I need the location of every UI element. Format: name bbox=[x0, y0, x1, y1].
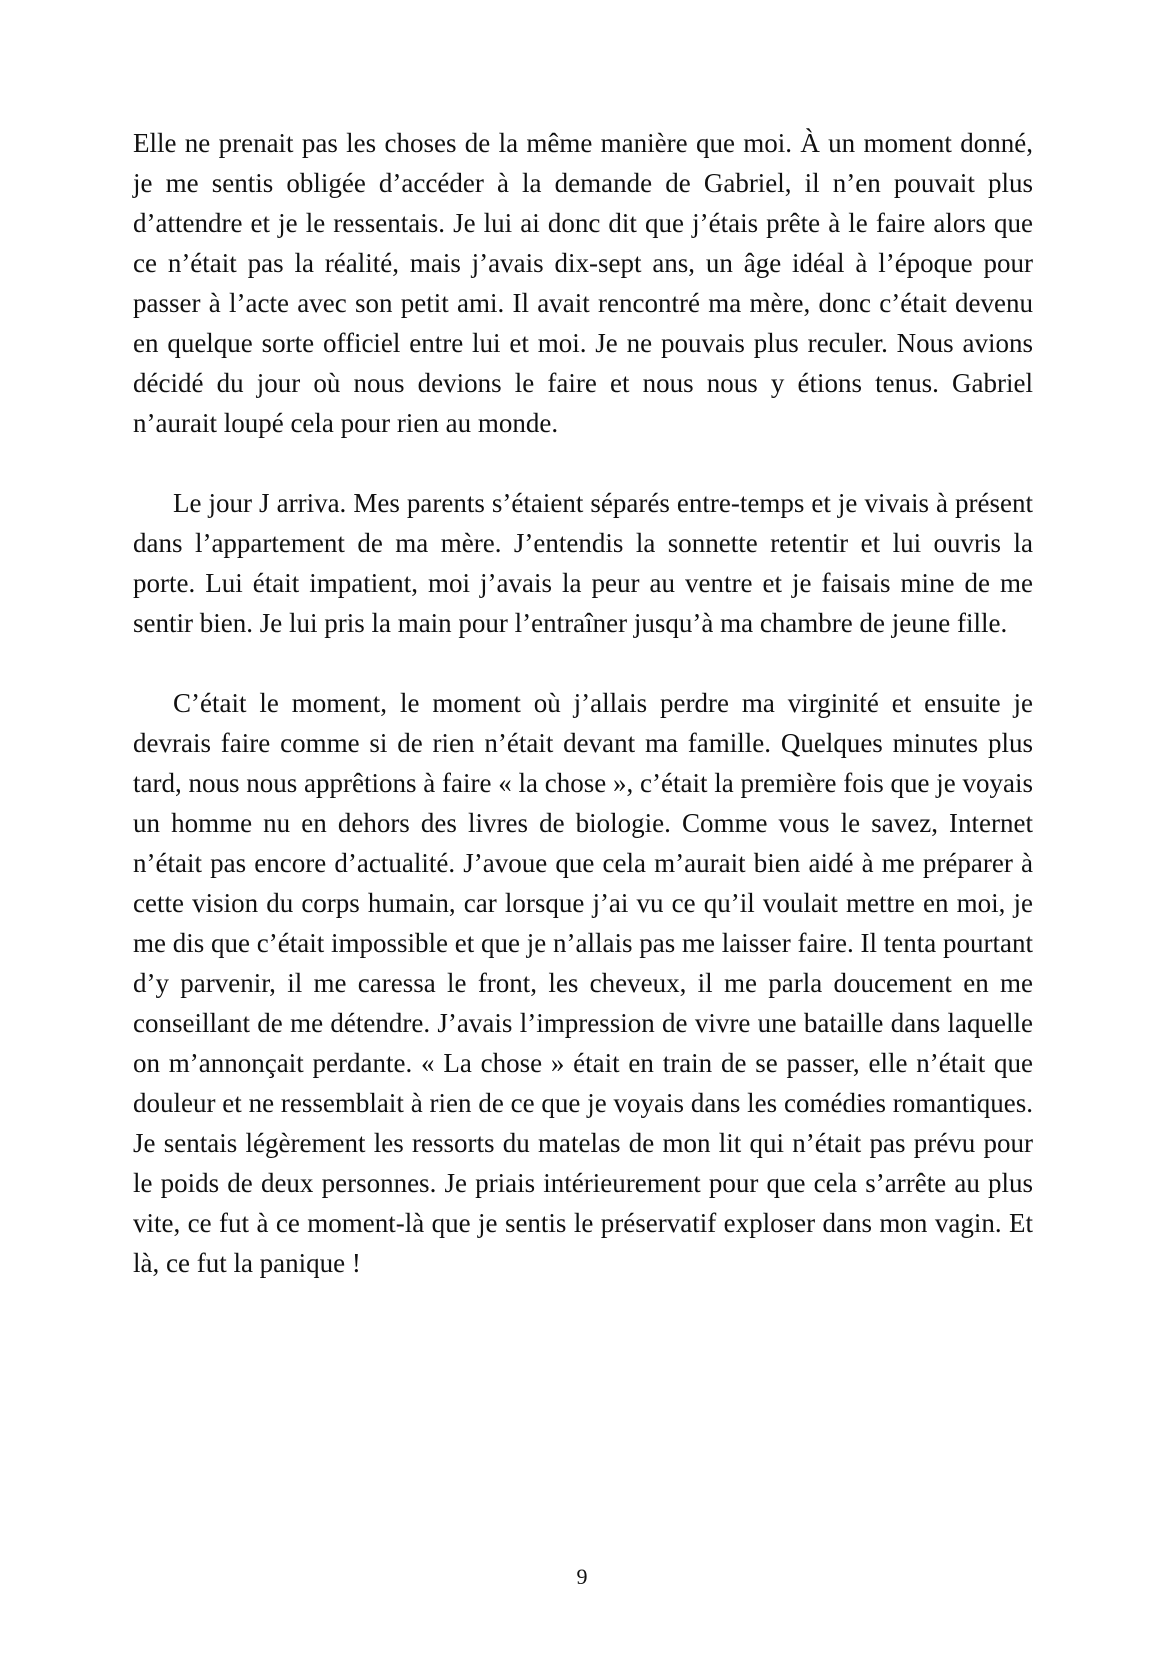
paragraph-2: Le jour J arriva. Mes parents s’étaient séparés entre-temps et je vivais à présent dans l’appartement de ma mère. J’entendis la sonnette retentir et lui ouvris la porte. Lui était impatient, moi j’avais la peur au ventre et je faisais mine de me sentir bien. Je lui pris la main pour l’entraîner jusqu’à ma chambre de jeune fille. bbox=[133, 488, 1033, 638]
page-number: 9 bbox=[576, 1564, 588, 1589]
paragraph-1: Elle ne prenait pas les choses de la même manière que moi. À un moment donné, je me sentis obligée d’accéder à la demande de Gabriel, il n’en pouvait plus d’attendre et je le ressentais. Je lui ai donc dit que j’étais prête à le faire alors que ce n’était pas la réalité, mais j’avais dix-sept ans, un âge idéal à l’époque pour passer à l’acte avec son petit ami. Il avait rencontré ma mère, donc c’était devenu en quelque sorte officiel entre lui et moi. Je ne pouvais plus reculer. Nous avions décidé du jour où nous devions le faire et nous nous y étions tenus. Gabriel n’aurait loupé cela pour rien au monde. bbox=[133, 128, 1033, 438]
paragraph-3: C’était le moment, le moment où j’allais perdre ma virginité et ensuite je devrais faire comme si de rien n’était devant ma famille. Quelques minutes plus tard, nous nous apprêtions à faire « la chose », c’était la première fois que je voyais un homme nu en dehors des livres de biologie. Comme vous le savez, Internet n’était pas encore d’actualité. J’avoue que cela m’aurait bien aidé à me préparer à cette vision du corps humain, car lorsque j’ai vu ce qu’il voulait mettre en moi, je me dis que c’était impossible et que je n’allais pas me laisser faire. Il tenta pourtant d’y parvenir, il me caressa le front, les cheveux, il me parla doucement en me conseillant de me détendre. J’avais l’impression de vivre une bataille dans laquelle on m’annonçait perdante. « La chose » était en train de se passer, elle n’était que douleur et ne ressemblait à rien de ce que je voyais dans les comédies romantiques. Je sentais légèrement les ressorts du matelas de mon lit qui n’était pas prévu pour le poids de deux personnes. Je priais intérieurement pour que cela s’arrête au plus vite, ce fut à ce moment-là que je sentis le préservatif exploser dans mon vagin. Et là, ce fut la panique ! bbox=[133, 688, 1033, 1278]
body-text bbox=[133, 123, 1033, 1323]
